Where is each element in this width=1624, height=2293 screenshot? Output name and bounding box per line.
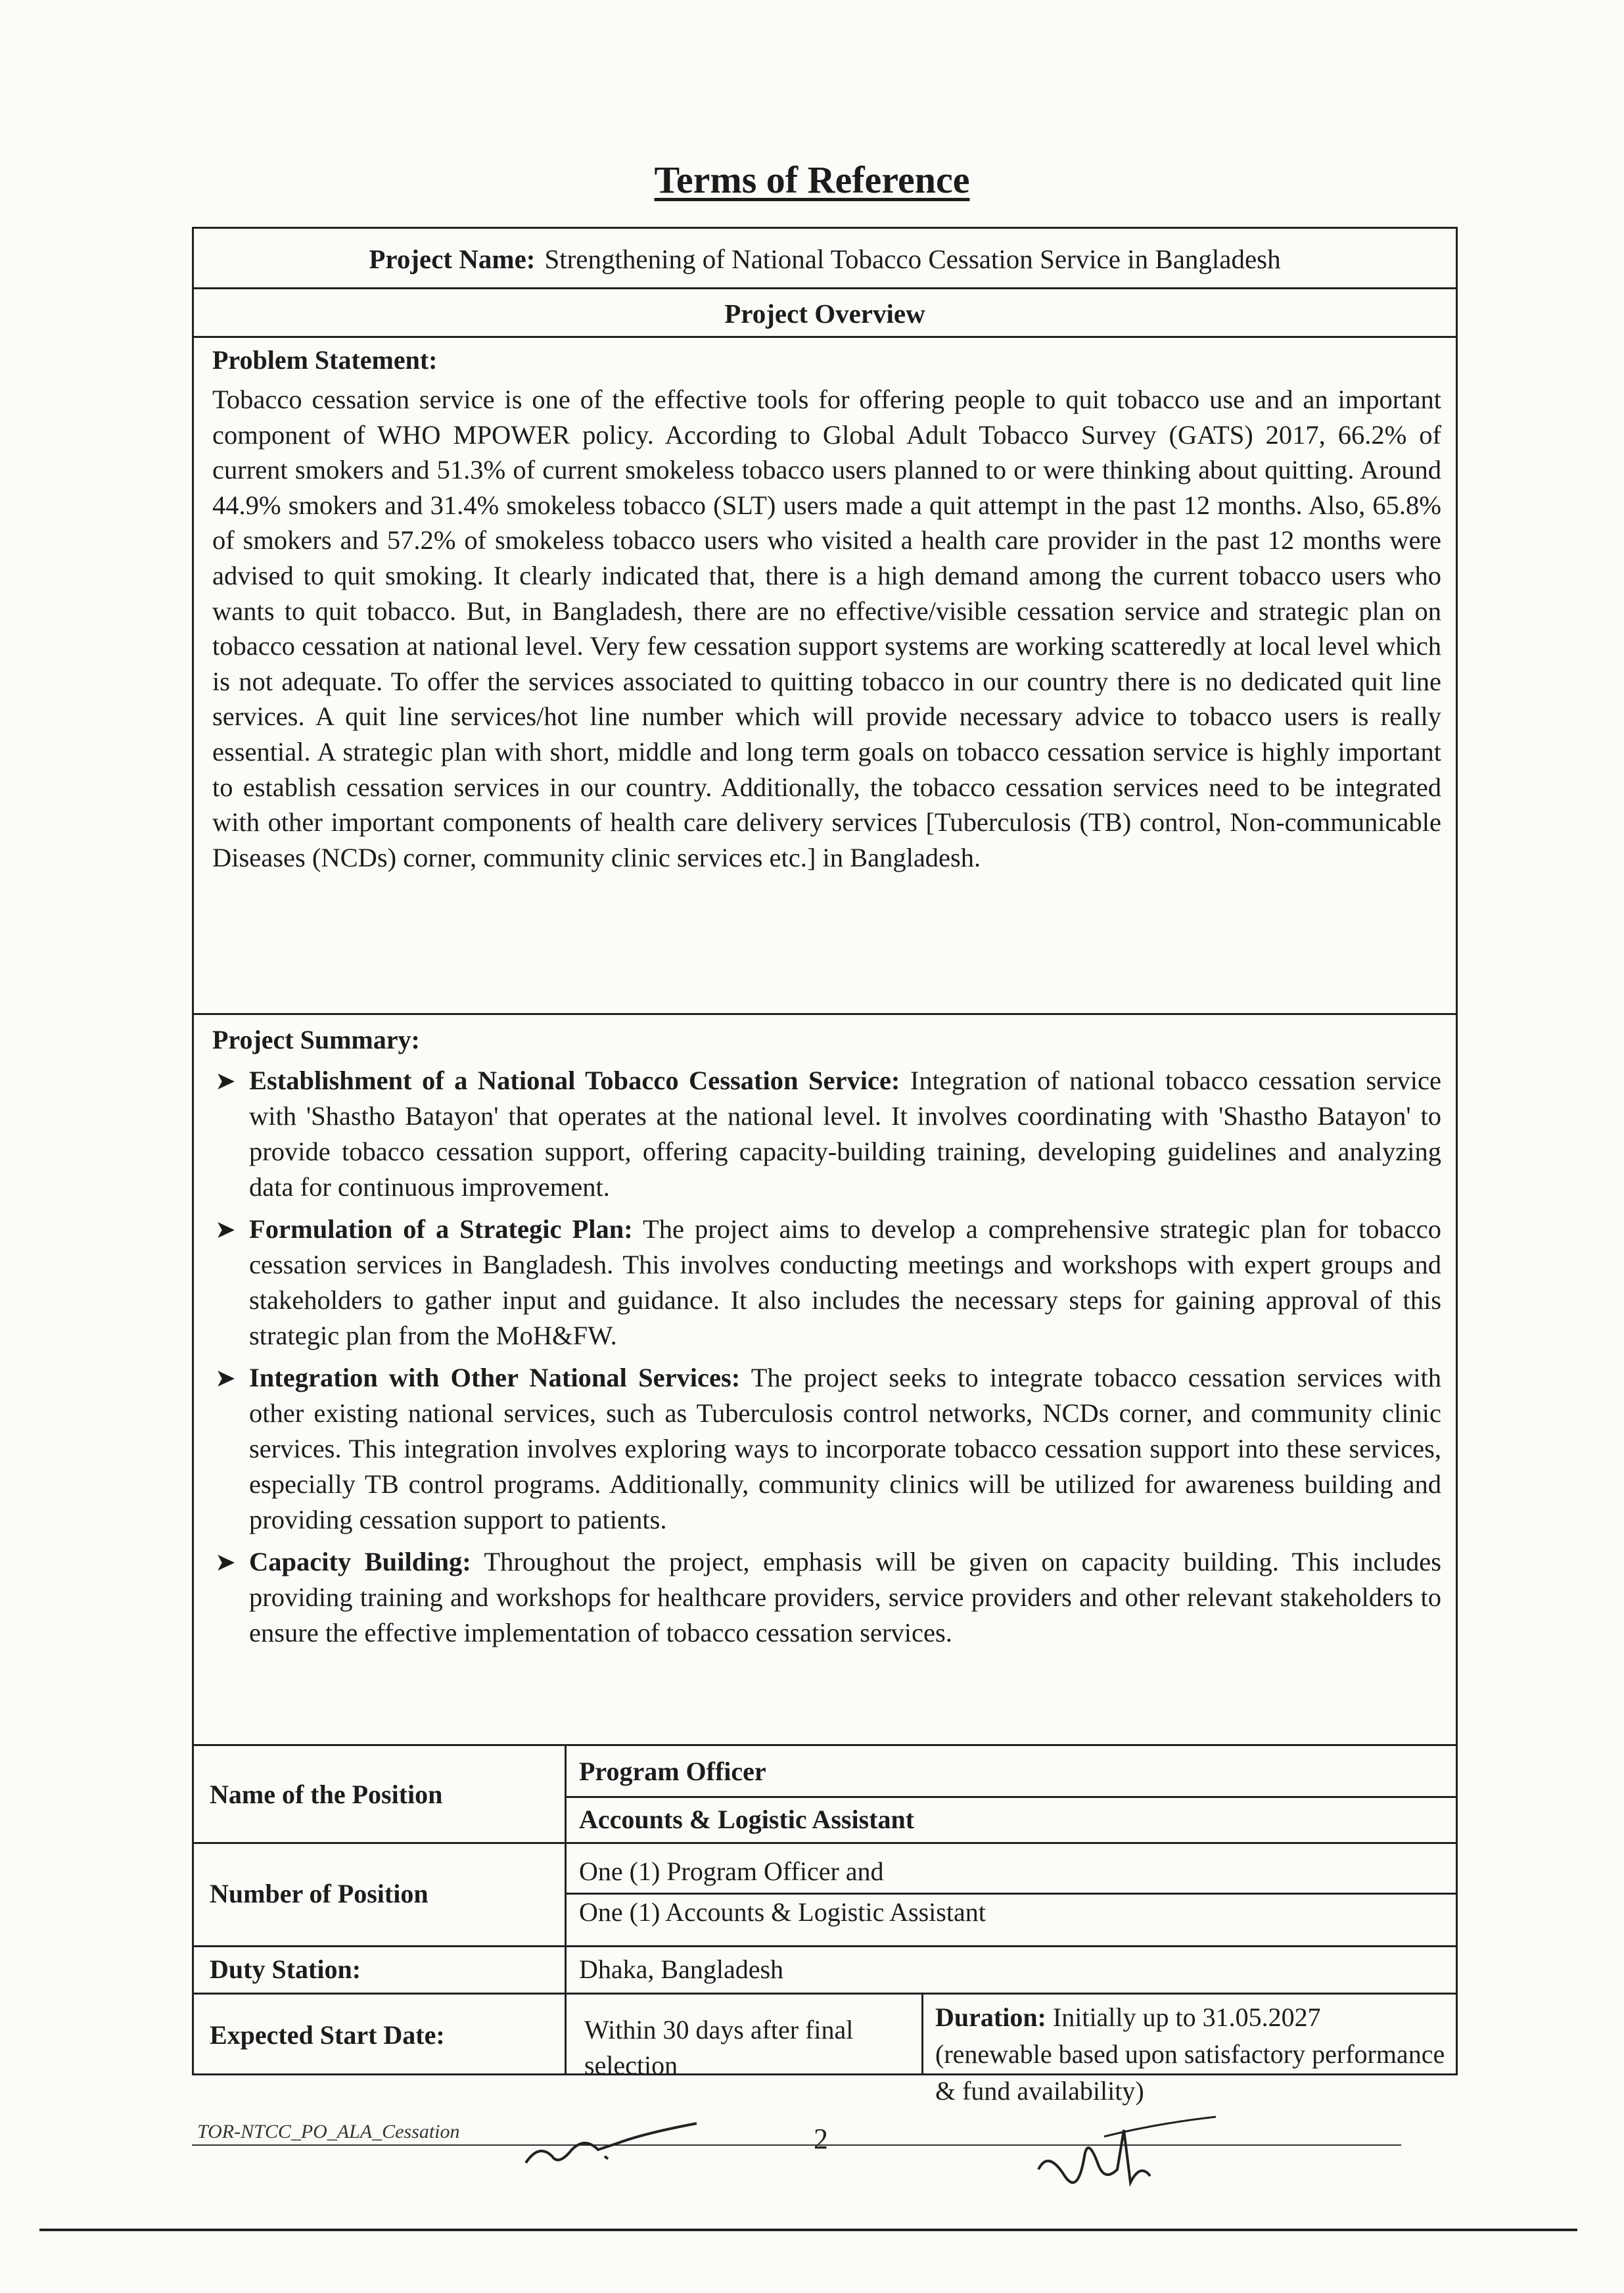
arrow-bullet-icon: ➤ <box>215 1363 236 1392</box>
signature-initials-right <box>1025 2097 1222 2202</box>
summary-item <box>212 1212 1441 1354</box>
project-name-row <box>194 229 1456 289</box>
problem-statement-section <box>194 338 1456 1015</box>
project-summary-list <box>212 1063 1441 1651</box>
problem-statement-text: Tobacco cessation service is one of the effective tools for offering people to quit tobacco use and an important component of WHO MPOWER policy. According to Global Adult Tobacco Survey (GATS) 2017, 66.2% of current smokers and 51.3% of current smokeless tobacco users planned to or were thinking about quitting. Around 44.9% smokers and 31.4% smokeless tobacco (SLT) users made a quit attempt in the past 12 months. Also, 65.8% of smokers and 57.2% of smokeless tobacco users who visited a health care provider in the past 12 months were advised to quit smoking. It clearly indicated that, there is a high demand among the current tobacco users who wants to quit tobacco. But, in Bangladesh, there are no effective/visible cessation service and strategic plan on tobacco cessation at national level. Very few cessation support systems are working scatteredly at local level which is not adequate. To offer the services associated to quitting tobacco in our country there is no dedicated quit line services. A quit line services/hot line number which will provide necessary advice to tobacco users is really essential. A strategic plan with short, middle and long term goals on tobacco cessation service is highly important to establish cessation services in our country. Additionally, the tobacco cessation services need to be integrated with other important components of health care delivery services [Tuberculosis (TB) control, Non-communicable Diseases (NCDs) corner, community clinic services etc.] in Bangladesh. <box>212 385 1441 872</box>
arrow-bullet-icon: ➤ <box>215 1066 236 1095</box>
summary-item-heading: Formulation of a Strategic Plan: <box>249 1214 633 1244</box>
summary-item-text: Throughout the project, emphasis will be given on capacity building. This includes providing training and workshops for healthcare providers, service providers and other relevant stakeholders to ensure the effective implementation of tobacco cessation services. <box>249 1547 1441 1647</box>
summary-item <box>212 1063 1441 1205</box>
project-name-label: Project Name: <box>369 244 536 274</box>
position-number-line: One (1) Program Officer and <box>579 1856 884 1886</box>
arrow-bullet-icon: ➤ <box>215 1548 236 1576</box>
duration-label: Duration: <box>935 2002 1046 2032</box>
duration-cell <box>935 1999 1448 2110</box>
document-title: Terms of Reference <box>654 158 970 201</box>
start-date-value: Within 30 days after final selection <box>584 2015 854 2080</box>
position-name-label: Name of the Position <box>210 1779 443 1809</box>
page-bottom-rule <box>39 2229 1577 2231</box>
project-overview-heading: Project Overview <box>724 298 925 329</box>
tor-table <box>192 227 1458 2106</box>
summary-item-heading: Establishment of a National Tobacco Cessation Service: <box>249 1066 900 1095</box>
project-name-value: Strengthening of National Tobacco Cessation Service in Bangladesh <box>544 244 1281 274</box>
summary-item-text: The project aims to develop a comprehensive strategic plan for tobacco cessation services in Bangladesh. This involves conducting meetings and workshops with expert groups and stakeholders to gather input and guidance. It also includes the necessary steps for gaining approval of this strategic plan from the MoH&FW. <box>249 1214 1441 1350</box>
position-number-values <box>579 1851 1447 1933</box>
duty-station-value: Dhaka, Bangladesh <box>579 1954 784 1984</box>
signature-initials-left <box>513 2104 710 2183</box>
project-summary-section <box>194 1015 1456 1746</box>
problem-statement-label: Problem Statement: <box>212 345 438 375</box>
arrow-bullet-icon: ➤ <box>215 1215 236 1244</box>
duty-station-label: Duty Station: <box>210 1954 361 1984</box>
position-name-value: Program Officer <box>579 1756 766 1786</box>
duration-note: (renewable based upon satisfactory performance & fund availability) <box>935 2039 1445 2106</box>
position-name-value: Accounts & Logistic Assistant <box>579 1804 915 1834</box>
start-date-label: Expected Start Date: <box>210 2020 445 2050</box>
document-reference: TOR-NTCC_PO_ALA_Cessation <box>197 2121 460 2142</box>
project-summary-label: Project Summary: <box>212 1025 420 1054</box>
position-details-table <box>194 1746 1456 2106</box>
summary-item <box>212 1544 1441 1651</box>
summary-item-heading: Capacity Building: <box>249 1547 471 1576</box>
duration-value: Initially up to 31.05.2027 <box>1052 2002 1321 2032</box>
page-number: 2 <box>814 2123 828 2155</box>
summary-item-text: The project seeks to integrate tobacco cessation services with other existing national services, such as Tuberculosis control networks, NCDs corner, and community clinic services. This integration involves exploring ways to incorporate tobacco cessation support into these services, especially TB control programs. Additionally, community clinics will be utilized for awareness building and providing cessation support to patients. <box>249 1363 1441 1534</box>
position-number-label: Number of Position <box>210 1879 429 1908</box>
position-number-line: One (1) Accounts & Logistic Assistant <box>579 1897 986 1927</box>
summary-item <box>212 1360 1441 1538</box>
summary-item-text: Integration of national tobacco cessation service with 'Shastho Batayon' that operates at the national level. It involves coordinating with 'Shastho Batayon' to provide tobacco cessation support, offering capacity-building training, developing guidelines and analyzing data for continuous improvement. <box>249 1066 1441 1202</box>
summary-item-heading: Integration with Other National Services: <box>249 1363 741 1392</box>
